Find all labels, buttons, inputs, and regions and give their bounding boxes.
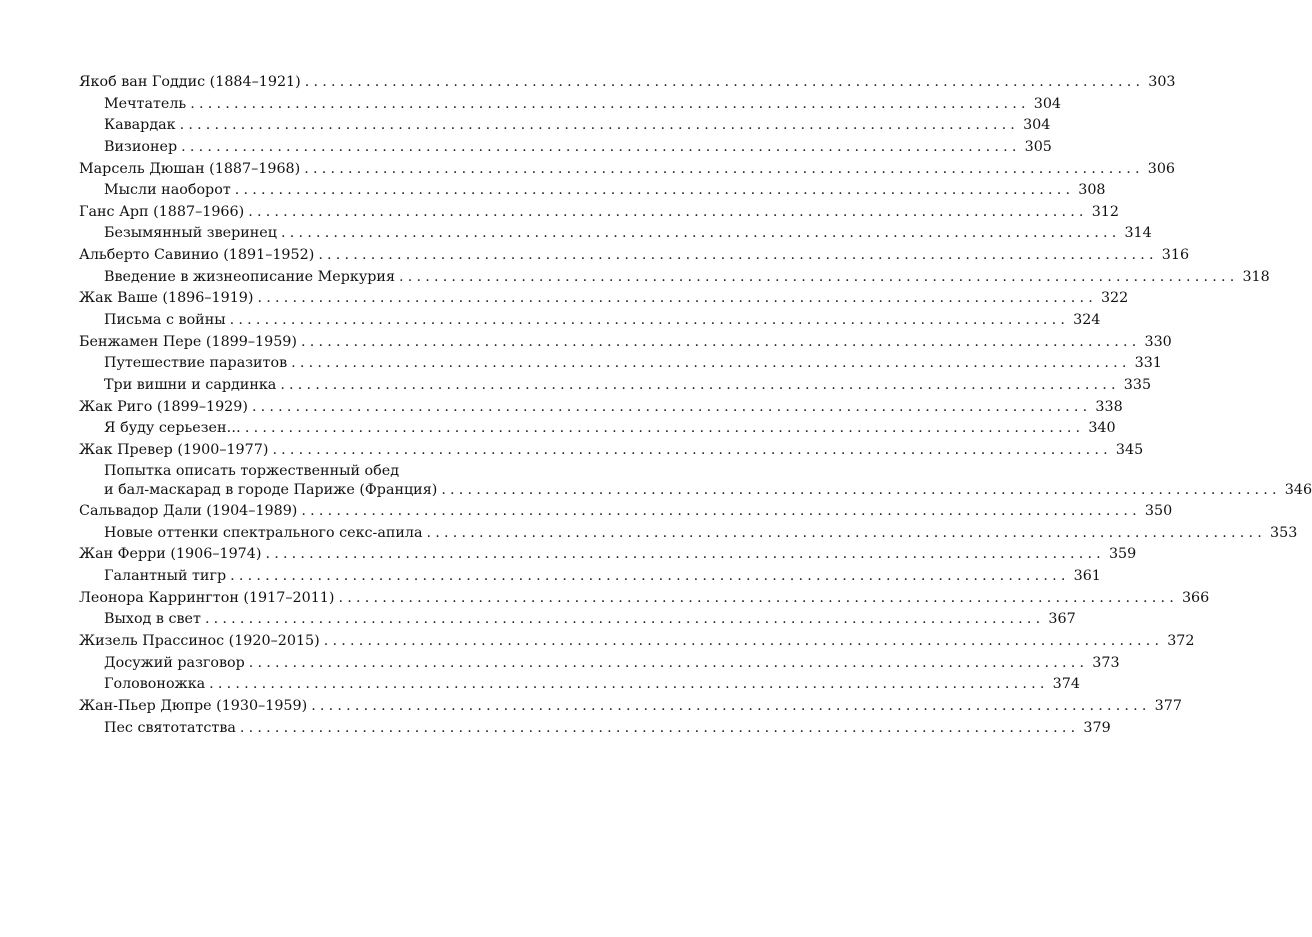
toc-entry [79,375,1152,397]
toc-entry [79,566,1101,588]
dot-leader: ................................................................................................ [280,225,1121,242]
dot-leader: ................................................................................................ [265,546,1105,563]
toc-entry [79,696,1182,718]
toc-entry-title: Жак Риго (1899–1929) [79,398,248,415]
toc-entry [79,353,1162,375]
dot-leader: ................................................................................................ [304,74,1145,90]
toc-entry [79,440,1144,462]
toc-entry-title: Бенжамен Пере (1899–1959) [79,333,297,350]
toc-entry-title: Кавардак [104,117,176,134]
toc-entry [79,72,1176,94]
toc-entry-page: 335 [1123,376,1152,393]
toc-entry [79,115,1051,137]
toc-entry-title: Галантный тигр [104,568,227,585]
dot-leader: ................................................................................................ [280,376,1120,393]
toc-entry [79,462,534,480]
toc-entry [79,397,1123,419]
toc-entry-page: 304 [1023,117,1051,134]
toc-entry-title: Головоножка [104,676,206,693]
toc-entry-title: Пес святотатства [104,719,236,736]
toc-entry [79,418,1116,440]
toc-entry-title: Выход в свет [104,611,201,628]
toc-entry-page: 367 [1048,611,1076,628]
toc-entry [79,631,1195,653]
toc-entry-title: Якоб ван Годдис (1884–1921) [79,74,301,90]
toc-entry-page: 340 [1088,420,1116,437]
toc-entry-title: и бал-маскарад в городе Париже (Франция) [104,481,438,498]
dot-leader: ................................................................................................ [229,312,1070,329]
toc-entry [79,223,1152,245]
dot-leader: ................................................................................................ [248,203,1088,220]
dot-leader: ................................................................................................ [244,420,1085,437]
dot-leader: ................................................................................................ [318,247,1158,264]
toc-entry-page: 304 [1033,95,1062,112]
dot-leader: ................................................................................................ [190,95,1030,112]
toc-entry-title: Безымянный зверинец [104,225,277,242]
toc-entry-page: 330 [1144,333,1172,350]
toc-entry-page: 346 [1284,481,1312,498]
toc-entry-page: 306 [1147,160,1176,177]
dot-leader: ................................................................................................ [304,160,1144,177]
toc-entry-title: Мечтатель [104,95,187,112]
toc-entry-title: Досужий разговор [104,654,245,671]
toc-entry-page: 373 [1092,654,1120,671]
toc-entry-title: Мысли наоборот [104,182,231,199]
dot-leader: ................................................................................................ [181,138,1021,155]
toc-entry-page: 312 [1091,203,1119,220]
toc-entry-page: 303 [1148,74,1176,90]
toc-entry-title: Жизель Прассинос (1920–2015) [79,633,320,650]
toc-entry-page: 331 [1134,355,1162,372]
toc-entry-page: 316 [1161,247,1190,264]
toc-entry [79,180,1106,202]
toc-entry-page: 322 [1100,290,1129,307]
toc-entry-title: Я буду серьезен… [104,420,241,437]
toc-entry [79,653,1120,675]
toc-entry-title: Попытка описать торжественный обед [104,462,400,479]
toc-entry [79,245,1190,267]
toc-entry [79,609,1076,631]
toc-entry-page: 377 [1154,697,1182,714]
toc-entry [79,674,1080,696]
dot-leader: ................................................................................................ [204,611,1045,628]
toc-entry-title: Жан Ферри (1906–1974) [79,546,262,563]
dot-leader: ................................................................................................ [272,441,1112,458]
toc-entry-title: Новые оттенки спектрального секс-апила [104,524,423,541]
dot-leader: ................................................................................................ [311,697,1151,714]
toc-entry-page: 359 [1108,546,1137,563]
toc-entry [79,94,1062,116]
toc-entry-title: Жан-Пьер Дюпре (1930–1959) [79,697,308,714]
toc-entry [79,202,1119,224]
dot-leader: ................................................................................................ [291,355,1131,372]
toc-entry-page: 350 [1144,503,1173,520]
dot-leader: ................................................................................................ [398,268,1239,285]
dot-leader: ................................................................................................ [239,719,1080,736]
toc-entry [79,523,1298,545]
dot-leader: ................................................................................................ [426,524,1267,541]
toc-entry [79,159,1176,181]
toc-entry [79,310,1101,332]
dot-leader: ................................................................................................ [209,676,1049,693]
toc-entry-page: 308 [1078,182,1106,199]
toc-entry-title: Леонора Каррингтон (1917–2011) [79,589,335,606]
toc-entry-title: Письма с войны [104,312,226,329]
dot-leader: ................................................................................................ [179,117,1020,134]
toc-entry-title: Марсель Дюшан (1887–1968) [79,160,301,177]
dot-leader: ................................................................................................ [301,333,1141,350]
toc-entry-title: Альберто Савинио (1891–1952) [79,247,315,264]
toc-entry [79,332,1172,354]
toc-entry-page: 372 [1167,633,1195,650]
toc-entry [79,137,1052,159]
toc-entry-page: 324 [1073,312,1101,329]
toc-entry-title: Визионер [104,138,178,155]
toc-entry-page: 318 [1242,268,1270,285]
toc-entry-title: Жак Превер (1900–1977) [79,441,269,458]
toc-entry-title: Ганс Арп (1887–1966) [79,203,245,220]
toc-entry-page: 374 [1052,676,1080,693]
toc-entry-title: Сальвадор Дали (1904–1989) [79,503,298,520]
toc-entry [79,501,1173,523]
dot-leader: ................................................................................................ [234,182,1075,199]
dot-leader: ................................................................................................ [251,398,1092,415]
toc-entry [79,288,1129,310]
toc-entry-page: 353 [1270,524,1298,541]
toc-entry [79,544,1137,566]
toc-entry-title: Введение в жизнеописание Меркурия [104,268,395,285]
toc-entry-page: 379 [1083,719,1111,736]
dot-leader: ................................................................................................ [441,481,1281,498]
dot-leader: ................................................................................................ [323,633,1164,650]
toc-entry-title: Путешествие паразитов [104,355,288,372]
toc-entry [79,588,1210,610]
toc-entry-title: Три вишни и сардинка [104,376,277,393]
toc-entry [79,718,1111,740]
dot-leader: ................................................................................................ [257,290,1097,307]
toc-entry-page: 361 [1073,568,1101,585]
dot-leader: ................................................................................................ [230,568,1070,585]
toc-entry-page: 338 [1095,398,1123,415]
dot-leader: ................................................................................................ [248,654,1089,671]
toc-entry [79,267,1270,289]
toc-entry-page: 345 [1115,441,1144,458]
toc-entry [79,480,1312,502]
toc-entry-page: 314 [1124,225,1152,242]
dot-leader: ................................................................................................ [338,589,1178,606]
toc-entry-page: 305 [1024,138,1052,155]
toc-entry-page: 366 [1181,589,1210,606]
toc-entry-title: Жак Ваше (1896–1919) [79,290,254,307]
table-of-contents [79,72,1312,739]
dot-leader: ................................................................................................ [301,503,1141,520]
